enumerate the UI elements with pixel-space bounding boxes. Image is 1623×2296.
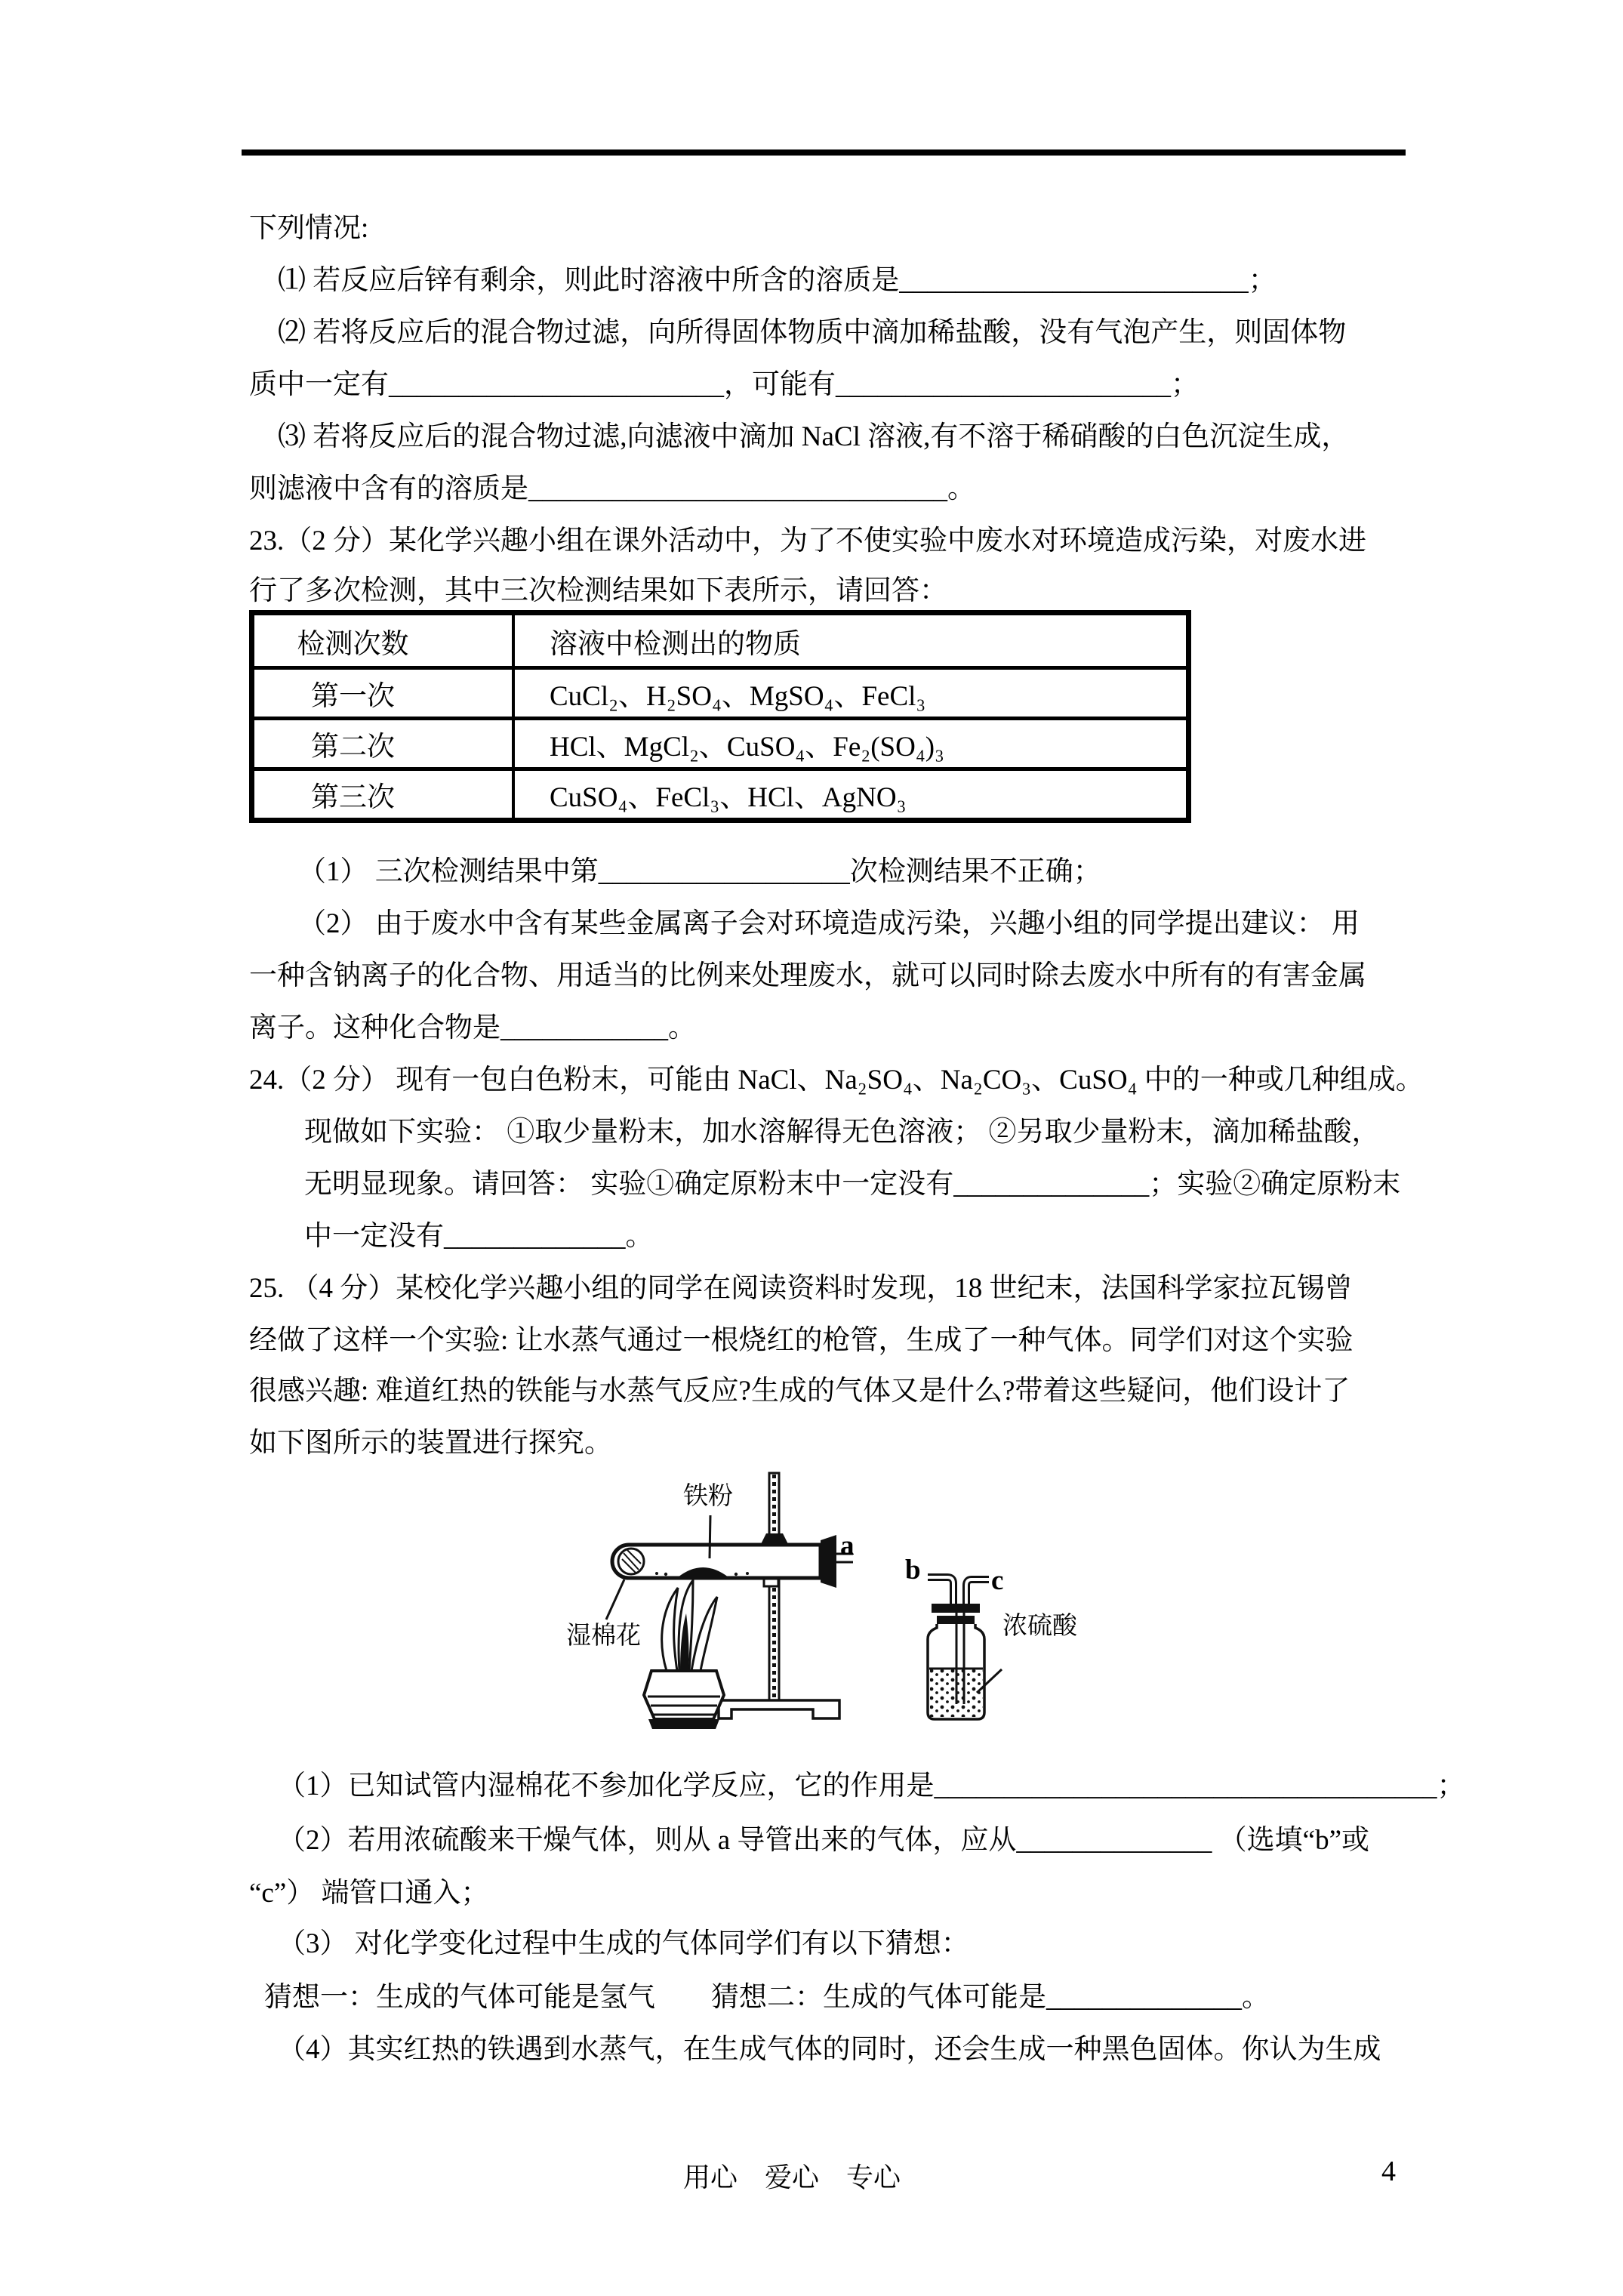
wet-cotton-label: 湿棉花 (566, 1623, 641, 1650)
iron-powder-label: 铁粉 (683, 1483, 733, 1510)
text-line: 25. （4 分）某校化学兴趣小组的同学在阅读资料时发现，18 世纪末，法国科学家拉瓦锡曾 (249, 1273, 1353, 1304)
port-b-label: b (905, 1555, 921, 1586)
table-row (254, 666, 1186, 717)
text-line: 24.（2 分） 现有一包白色粉末，可能由 NaCl、Na₂SO₄、Na₂CO₃、CuSO₄ 中的一种或几种组成。 (249, 1065, 1424, 1096)
text-line: 如下图所示的装置进行探究。 (249, 1428, 612, 1459)
table-row (254, 767, 1186, 818)
apparatus-drawing (453, 1469, 1077, 1733)
table-cell: CuSO₄、FeCl₃、HCl、AgNO₃ (550, 782, 907, 813)
iron-stand (719, 1473, 839, 1718)
alcohol-lamp (644, 1671, 724, 1729)
table-cell: HCl、MgCl₂、CuSO₄、Fe₂(SO₄)₃ (550, 732, 944, 763)
detection-results-table (249, 610, 1191, 823)
text-line: 离子。这种化合物是____________。 (249, 1012, 696, 1043)
page-number: 4 (1381, 2156, 1396, 2187)
port-a-label: a (840, 1530, 855, 1561)
test-tube (612, 1515, 853, 1588)
text-line: 则滤液中含有的溶质是______________________________。 (249, 473, 975, 504)
text-line: 无明显现象。请回答： 实验①确定原粉末中一定没有______________；实验②确定原粉末 (304, 1169, 1401, 1200)
text-line: 猜想一：生成的气体可能是氢气 猜想二：生成的气体可能是______________。 (264, 1982, 1270, 2013)
text-line: ⑶ 若将反应后的混合物过滤,向滤液中滴加 NaCl 溶液,有不溶于稀硝酸的白色沉淀生成， (278, 421, 1350, 452)
apparatus-diagram (453, 1469, 1077, 1733)
text-line: （2） 由于废水中含有某些金属离子会对环境造成污染，兴趣小组的同学提出建议： 用 (298, 908, 1360, 939)
text-line: 下列情况: (249, 213, 369, 244)
table-row (254, 717, 1186, 767)
table-header-row (254, 615, 1186, 666)
text-line: 23.（2 分）某化学兴趣小组在课外活动中，为了不使实验中废水对环境造成污染，对废水进 (249, 525, 1366, 556)
table-cell: 第三次 (254, 771, 515, 818)
table-cell: 第一次 (254, 670, 515, 717)
text-line: 一种含钠离子的化合物、用适当的比例来处理废水，就可以同时除去废水中所有的有害金属 (249, 960, 1366, 991)
text-line: 经做了这样一个实验: 让水蒸气通过一根烧红的枪管，生成了一种气体。同学们对这个实验 (249, 1325, 1354, 1356)
table-header-cell: 溶液中检测出的物质 (550, 628, 801, 660)
text-line: 行了多次检测，其中三次检测结果如下表所示，请回答： (249, 575, 947, 606)
table-cell: CuCl₂、H₂SO₄、MgSO₄、FeCl₃ (550, 681, 926, 712)
text-line: “c”） 端管口通入； (249, 1878, 489, 1909)
text-line: （4）其实红热的铁遇到水蒸气，在生成气体的同时，还会生成一种黑色固体。你认为生成 (278, 2034, 1381, 2065)
text-line: （2）若用浓硫酸来干燥气体，则从 a 导管出来的气体，应从______________ （选填“b”或 (278, 1825, 1370, 1856)
text-line: （1）已知试管内湿棉花不参加化学反应，它的作用是____________________________________； (278, 1771, 1465, 1801)
text-line: ⑵ 若将反应后的混合物过滤，向所得固体物质中滴加稀盐酸，没有气泡产生，则固体物 (278, 317, 1347, 348)
port-c-label: c (991, 1565, 1004, 1596)
flame (662, 1580, 717, 1671)
text-line: 很感兴趣: 难道红热的铁能与水蒸气反应?生成的气体又是什么?带着这些疑问，他们设计了 (249, 1376, 1350, 1407)
table-header-cell: 检测次数 (254, 615, 515, 666)
text-line: （3） 对化学变化过程中生成的气体同学们有以下猜想： (278, 1928, 969, 1959)
text-line: （1） 三次检测结果中第__________________次检测结果不正确； (298, 856, 1101, 887)
text-line: 现做如下实验： ①取少量粉末，加水溶解得无色溶液； ②另取少量粉末，滴加稀盐酸， (304, 1117, 1380, 1148)
text-line: 中一定没有_____________。 (304, 1221, 654, 1252)
text-line: ⑴ 若反应后锌有剩余，则此时溶液中所含的溶质是_________________________； (278, 265, 1277, 296)
gas-washing-bottle (928, 1577, 1002, 1719)
table-cell: 第二次 (254, 720, 515, 767)
header-rule (242, 149, 1406, 156)
sulfuric-acid-label: 浓硫酸 (1002, 1613, 1077, 1640)
text-line: 质中一定有________________________，可能有________________________； (249, 369, 1199, 400)
footer-motto: 用心 爱心 专心 (683, 2162, 901, 2193)
